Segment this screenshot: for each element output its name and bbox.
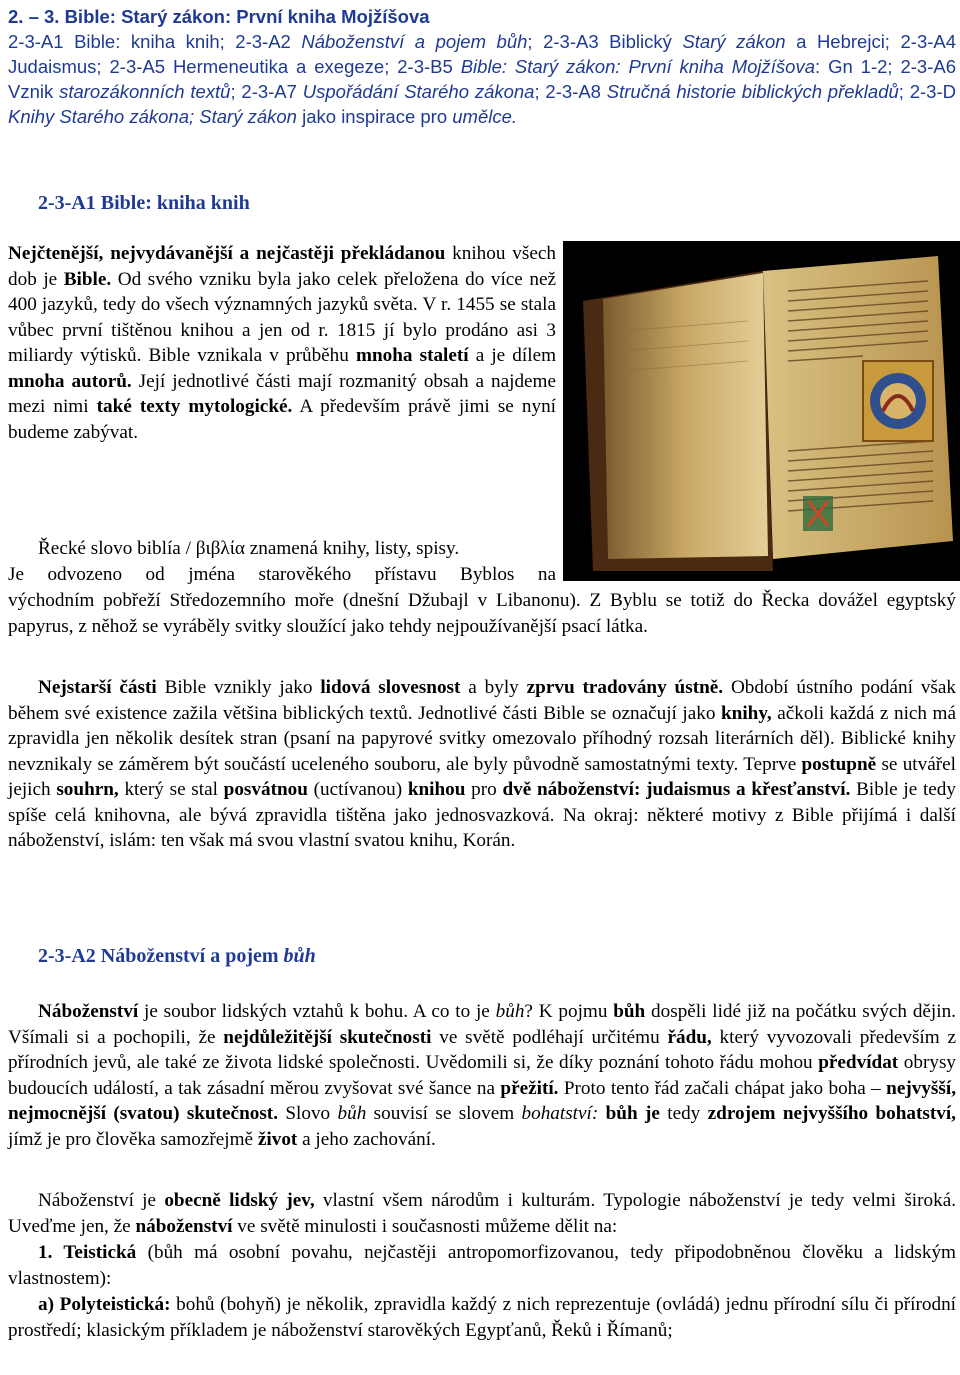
polytheistic-run: a) Polyteistická: <box>38 1294 171 1315</box>
oldest-run: Bible je tedy spíše celá knihovna, ale bývá zpravidla tištěna jako jednosvazková. Na okraj: některé motivy z Bible přijímá i další náboženství, islám: ten však má svou vlastní svatou knihu, Korán. <box>8 779 956 851</box>
intro-run: Od svého vzniku byla jako celek přeložena do více než 400 jazyků, tedy do všech významných jazyků světa. V r. 1455 se stala vůbec první tištěnou knihou a jen od r. 1815 jí bylo prodáno asi 3 miliardy výtisků. Bible vznikala v průběhu <box>8 268 556 366</box>
header-contents <box>8 29 956 129</box>
religion-phen-run: Náboženství je <box>38 1190 165 1211</box>
theistic-run: (bůh má osobní povahu, nejčastěji antropomorfizovanou, tedy připodobněnou člověku a lidským vlastnostem): <box>8 1242 956 1289</box>
religion-def-run: je soubor lidských vztahů k bohu. A co to je <box>138 1001 496 1022</box>
religion-def-run: zdrojem nejvyššího bohatství, <box>707 1103 956 1124</box>
section-heading-a2-text: 2-3-A2 Náboženství a pojem <box>38 945 284 967</box>
bible-manuscript-image <box>563 241 960 581</box>
oldest-run: pro <box>465 779 503 800</box>
header-run: umělce. <box>452 106 518 127</box>
greek-word-line: Řecké slovo biblía / βιβλία znamená knihy, listy, spisy. <box>38 538 460 559</box>
oldest-run: postupně <box>801 753 877 775</box>
oldest-run: souhrn, <box>56 779 119 800</box>
oldest-run: dvě náboženství: judaismus a křesťanství. <box>502 779 851 800</box>
byblos-paragraph-part1: Je odvozeno od jména starověkého přístavu Byblos na <box>8 564 556 585</box>
header-run: starozákonních textů <box>59 81 231 102</box>
header-run: jako inspirace pro <box>296 106 453 127</box>
page-title: 2. – 3. Bible: Starý zákon: První kniha Mojžíšova <box>8 6 430 27</box>
oldest-run: Období ústního podání však během své existence zažila většina biblických textů. Jednotlivé části Bible se označují jako <box>8 677 956 724</box>
document-page <box>8 4 957 1341</box>
religion-definition-paragraph <box>8 999 956 1152</box>
header-run: a Hebrejci; 2-3-A4 Judaismus; 2-3-A5 Hermeneutika a exegeze; 2-3-B5 <box>8 31 957 77</box>
oldest-run: ačkoli každá z nich má zpravidla jen několik desítek stran (psaní na papyrové svitky omezovalo příhodný rozsah literárních děl). Biblické knihy nevznikaly se záměrem být součástí uceleného souboru, ale byly původně samostatnými texty. Teprve <box>8 702 956 775</box>
religion-def-run: bůh je <box>605 1103 660 1124</box>
polytheistic-paragraph <box>8 1292 956 1343</box>
religion-def-run: bůh <box>495 1001 525 1022</box>
oldest-run: (uctívanou) <box>307 779 408 800</box>
religion-def-run: bohatství: <box>521 1103 599 1124</box>
religion-def-run: život <box>257 1128 298 1150</box>
religion-def-run: Slovo <box>278 1103 338 1124</box>
oldest-run: Nejstarší části <box>38 677 157 698</box>
intro-run: mnoha autorů. <box>8 370 132 392</box>
intro-run: také texty mytologické. <box>96 396 293 417</box>
religion-phen-run: obecně lidský jev, <box>164 1190 315 1211</box>
document-header <box>8 4 956 129</box>
religion-def-run: předvídat <box>818 1052 899 1073</box>
section-heading-a2 <box>38 945 316 968</box>
header-run: Starý zákon <box>682 31 786 52</box>
oldest-run: se utvářel jejich <box>8 753 956 800</box>
theistic-run: 1. Teistická <box>38 1242 137 1263</box>
theistic-paragraph <box>8 1240 956 1291</box>
intro-paragraph-wrap <box>8 241 556 445</box>
polytheistic-run: bohů (bohyň) je několik, zpravidla každý z nich reprezentuje (ovládá) jednu přírodní sílu či přírodní prostředí; klasickým příkladem je náboženství starověkých Egypťanů, Řeků i Římanů; <box>8 1294 956 1341</box>
oldest-run: knihy, <box>720 702 772 724</box>
header-run: Stručná historie biblických překladů <box>606 81 899 102</box>
intro-run: A především právě jimi se nyní budeme zabývat. <box>8 396 556 443</box>
intro-run: knihou všech dob je <box>8 243 556 290</box>
header-run: ; 2-3-A8 <box>534 81 607 102</box>
header-run: Bible: Starý zákon: První kniha Mojžíšova <box>460 56 815 77</box>
religion-phenomenon-paragraph <box>8 1188 956 1239</box>
religion-def-run: ve světě podléhají určitému <box>431 1026 668 1048</box>
religion-def-run: přežití. <box>500 1077 559 1099</box>
oldest-run: který se stal <box>118 779 224 800</box>
religion-phen-run: ve světě minulosti i současnosti můžeme dělit na: <box>232 1215 618 1237</box>
intro-run: Její jednotlivé části mají rozmanitý obsah a najdeme mezi nimi <box>8 370 556 417</box>
religion-def-run: dospěli lidé již na počátku svých dějin. Všímali si a pochopili, že <box>8 1001 956 1048</box>
section-heading-a1: 2-3-A1 Bible: kniha knih <box>38 192 250 214</box>
religion-def-run: nejvyšší, nejmocnější (svatou) skutečnost. <box>8 1077 956 1124</box>
religion-def-run: souvisí se slovem <box>366 1103 522 1124</box>
religion-def-run: tedy <box>659 1103 708 1124</box>
religion-def-run: ? K pojmu <box>524 1001 614 1022</box>
religion-def-run: nejdůležitější skutečnosti <box>223 1026 432 1048</box>
header-run: ; 2-3-A7 <box>230 81 303 102</box>
religion-def-run: Náboženství <box>38 1001 139 1022</box>
oldest-run: lidová slovesnost <box>320 677 461 698</box>
header-run: 2-3-A1 Bible: kniha knih; 2-3-A2 <box>8 31 302 52</box>
religion-def-run: bůh <box>337 1103 367 1124</box>
manuscript-illustration <box>563 241 960 581</box>
oldest-run: posvátnou <box>223 779 308 800</box>
religion-phen-run: náboženství <box>135 1215 233 1237</box>
intro-paragraph <box>8 241 556 445</box>
intro-run: Nejčtenější, nejvydávanější a nejčastěji překládanou <box>8 243 446 264</box>
religion-def-run: Proto tento řád začali chápat jako boha – <box>558 1077 887 1099</box>
header-run: Náboženství a pojem bůh <box>301 31 528 52</box>
header-run: : Gn 1-2; 2-3-A6 Vznik <box>8 56 956 102</box>
religion-def-run: obrysy budoucích událostí, a tak zásadní měrou zvyšovat své šance na <box>8 1052 956 1099</box>
religion-def-run <box>598 1103 605 1124</box>
header-run: ; 2-3-A3 Biblický <box>527 31 683 52</box>
religion-def-run: řádu, <box>667 1026 712 1048</box>
religion-def-run: který vyvozovali především z přírodních jevů, ale také ze života lidské společnosti. Uvědomili si, že díky poznání tohoto řádu mohou <box>8 1026 956 1073</box>
oldest-run: zprvu tradovány ústně. <box>526 677 724 698</box>
religion-phen-run: vlastní všem národům i kulturám. Typologie náboženství je tedy velmi široká. Uveďme jen, že <box>8 1190 957 1237</box>
oldest-run: a byly <box>460 677 527 698</box>
religion-def-run: jímž je pro člověka samozřejmě <box>8 1128 258 1150</box>
oldest-run: knihou <box>407 779 466 800</box>
intro-run: a je dílem <box>468 345 557 366</box>
religion-def-run: a jeho zachování. <box>297 1128 436 1150</box>
byblos-paragraph-part2: východním pobřeží Středozemního moře (dnešní Džubajl v Libanonu). Z Byblu se totiž do Řecka dovážel egyptský papyrus, z něhož se vyráběly svitky sloužící jako tehdy nejpoužívanější psací látka. <box>8 590 956 637</box>
intro-run: mnoha staletí <box>355 345 469 366</box>
header-run: Knihy Starého zákona; Starý zákon <box>8 106 297 127</box>
header-run: Uspořádání Starého zákona <box>302 81 535 102</box>
header-run: ; 2-3-D <box>898 81 956 102</box>
oldest-run: Bible vznikly jako <box>156 677 321 698</box>
section-heading-a2-italic: bůh <box>283 945 316 967</box>
religion-def-run: bůh <box>613 1001 646 1022</box>
oldest-parts-paragraph <box>8 675 956 854</box>
intro-run: Bible. <box>63 268 112 290</box>
